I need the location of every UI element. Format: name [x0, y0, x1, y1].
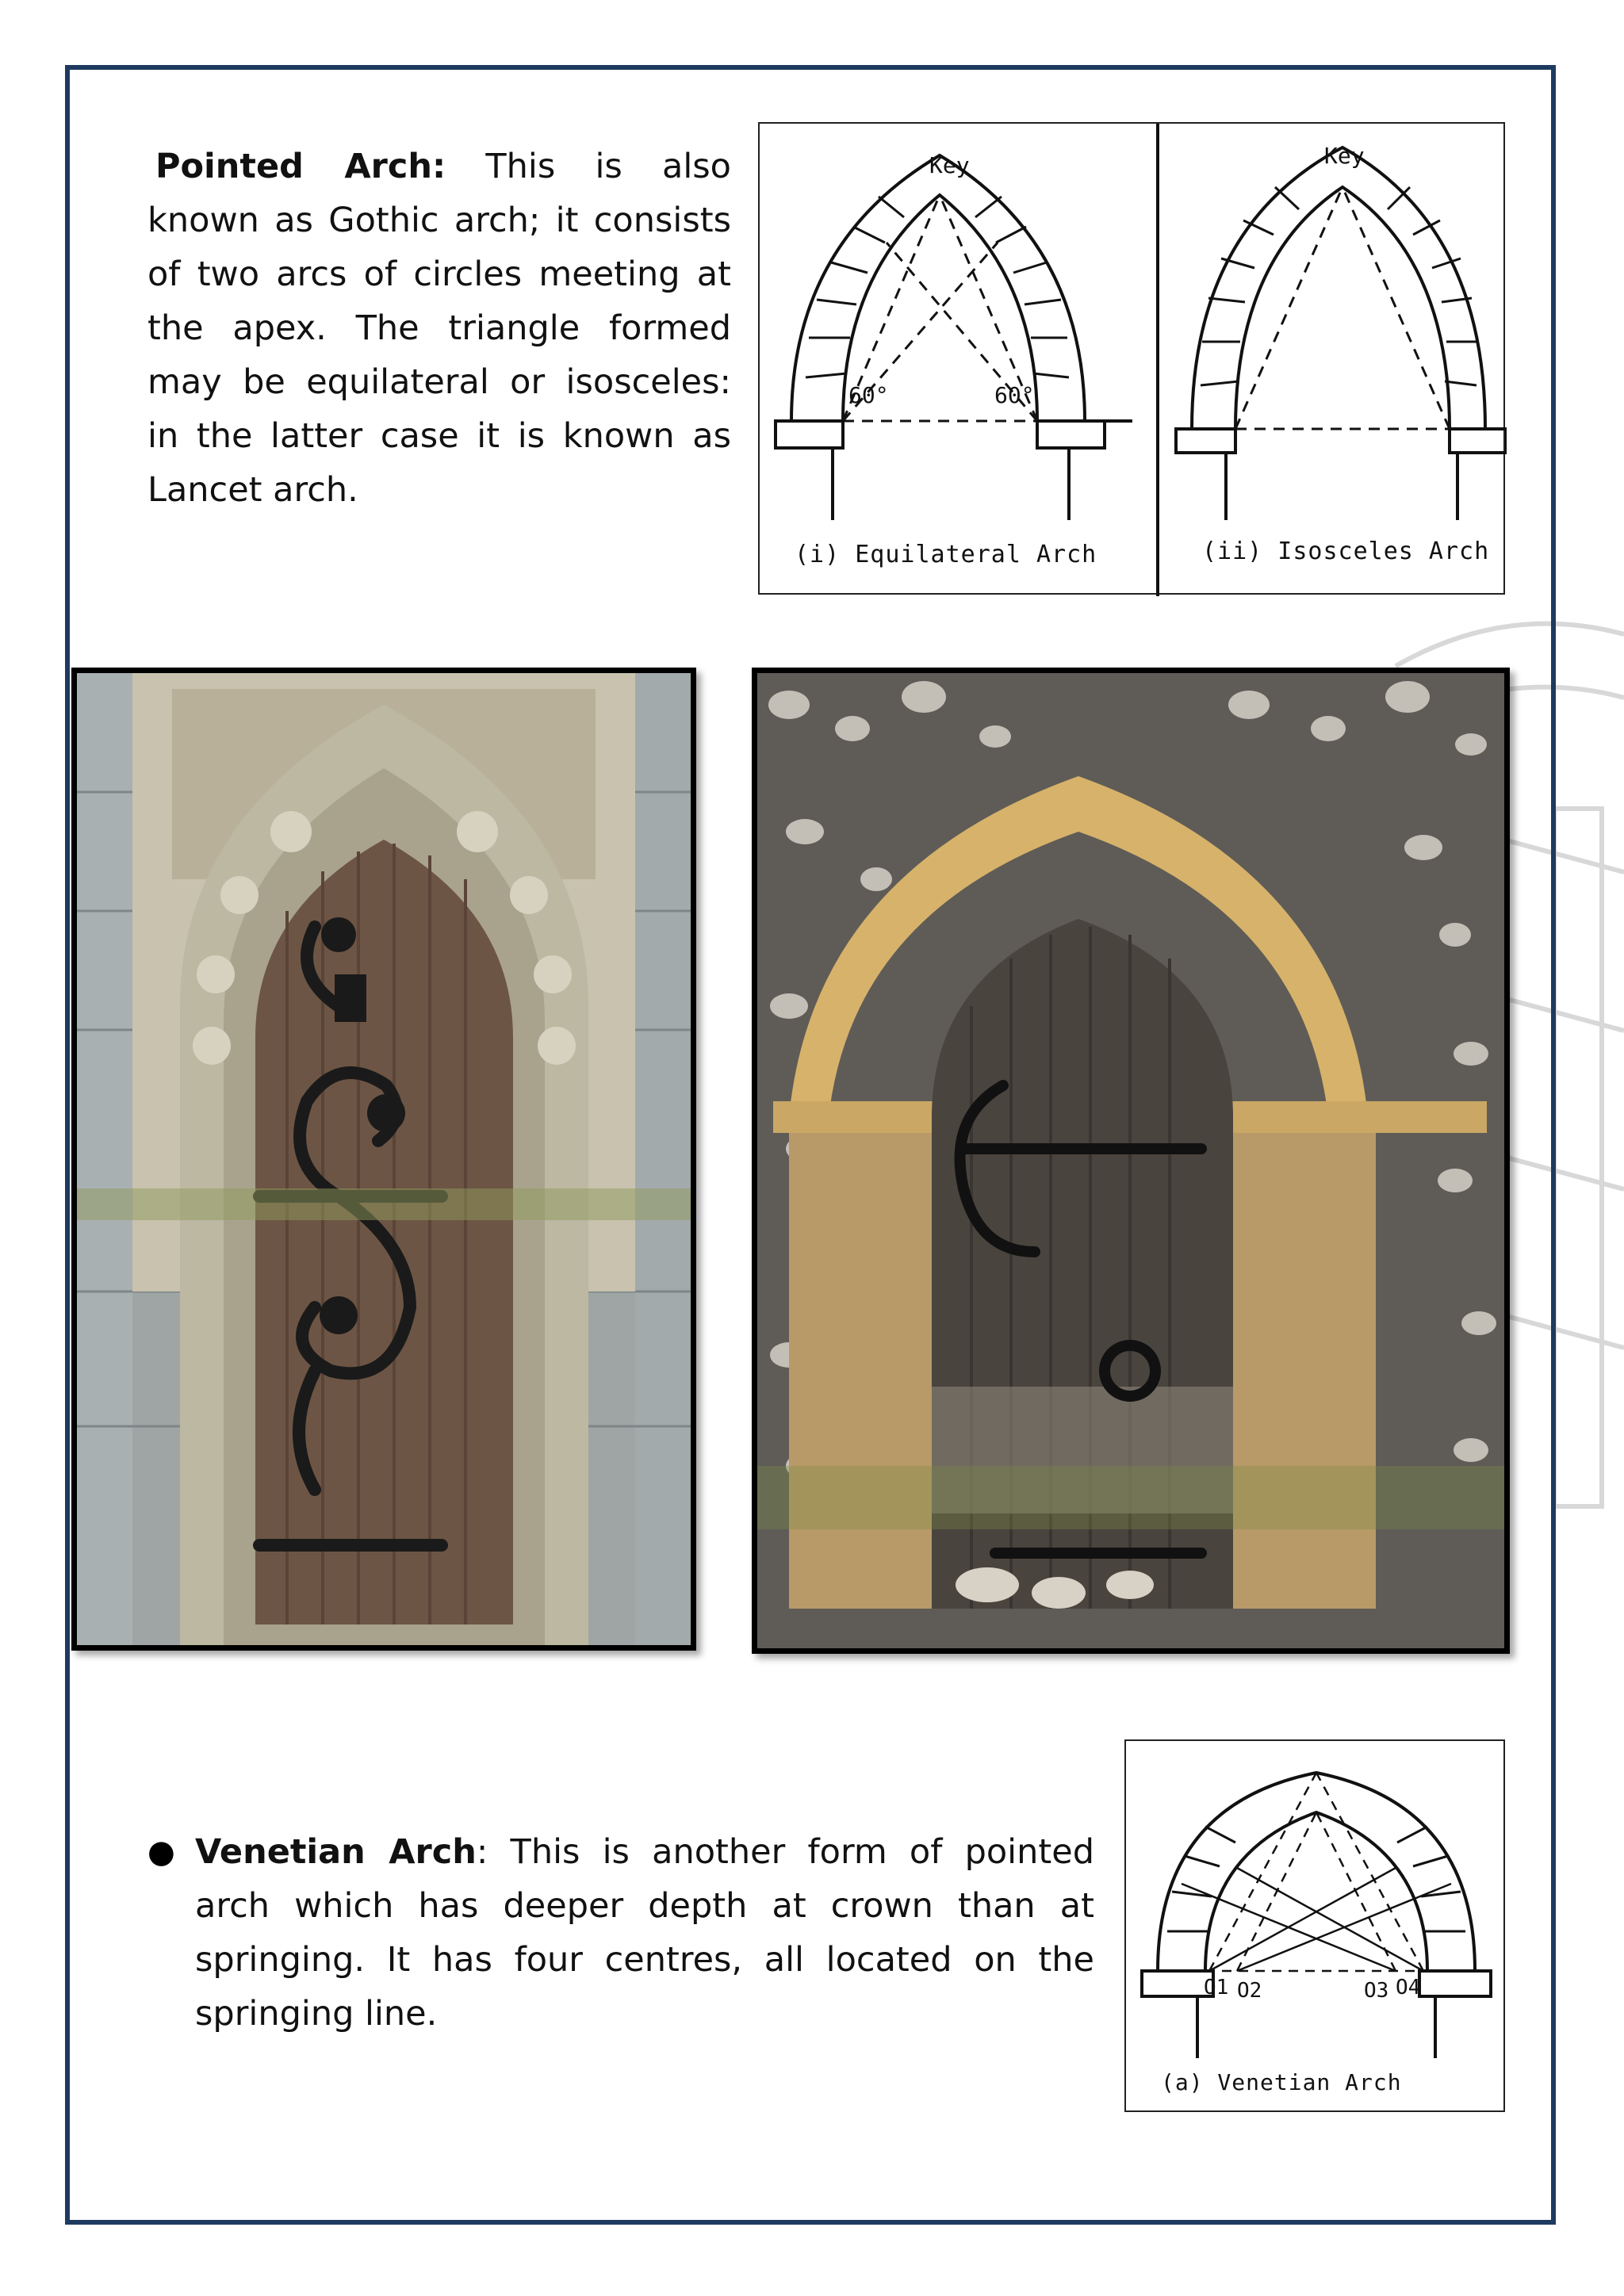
- venetian-bullet: ●: [147, 1834, 175, 1870]
- venetian-arch-paragraph: [195, 1825, 1094, 2041]
- key-label-isosceles: Key: [1324, 143, 1365, 169]
- flint-door-photo: [752, 668, 1510, 1654]
- angle-right-label: 60°: [994, 382, 1035, 408]
- centre-o2: O2: [1237, 1979, 1262, 2003]
- centre-o1: O1: [1204, 1976, 1229, 1999]
- isosceles-caption: (ii) Isosceles Arch: [1202, 538, 1490, 565]
- venetian-arch-body: : This is another form of pointed arch which has deeper depth at crown than at springing. It has four centres, all located on the springing line.: [195, 1832, 1094, 2034]
- centre-o3: O3: [1364, 1979, 1389, 2003]
- pointed-arch-paragraph: [147, 140, 731, 517]
- gothic-door-photo: [71, 668, 696, 1651]
- venetian-caption: (a) Venetian Arch: [1161, 2069, 1402, 2095]
- pointed-arch-heading: Pointed Arch:: [155, 147, 446, 186]
- key-label-equilateral: Key: [929, 152, 970, 178]
- angle-left-label: 60°: [848, 382, 889, 408]
- pointed-arch-figure: [758, 122, 1505, 595]
- flint-door-image: [757, 673, 1504, 1648]
- pointed-arch-diagram: [760, 124, 1507, 596]
- venetian-arch-heading: Venetian Arch: [195, 1832, 477, 1872]
- venetian-arch-figure: [1124, 1739, 1505, 2112]
- pointed-arch-body: This is also known as Gothic arch; it consists of two arcs of circles meeting at the apex. The triangle formed may be equilateral or isosceles: in the latter case it is known as Lancet arch.: [147, 147, 731, 510]
- centre-o4: O4: [1396, 1976, 1421, 1999]
- gothic-door-image: [77, 673, 691, 1645]
- venetian-arch-diagram: [1126, 1741, 1507, 2114]
- equilateral-caption: (i) Equilateral Arch: [795, 541, 1097, 568]
